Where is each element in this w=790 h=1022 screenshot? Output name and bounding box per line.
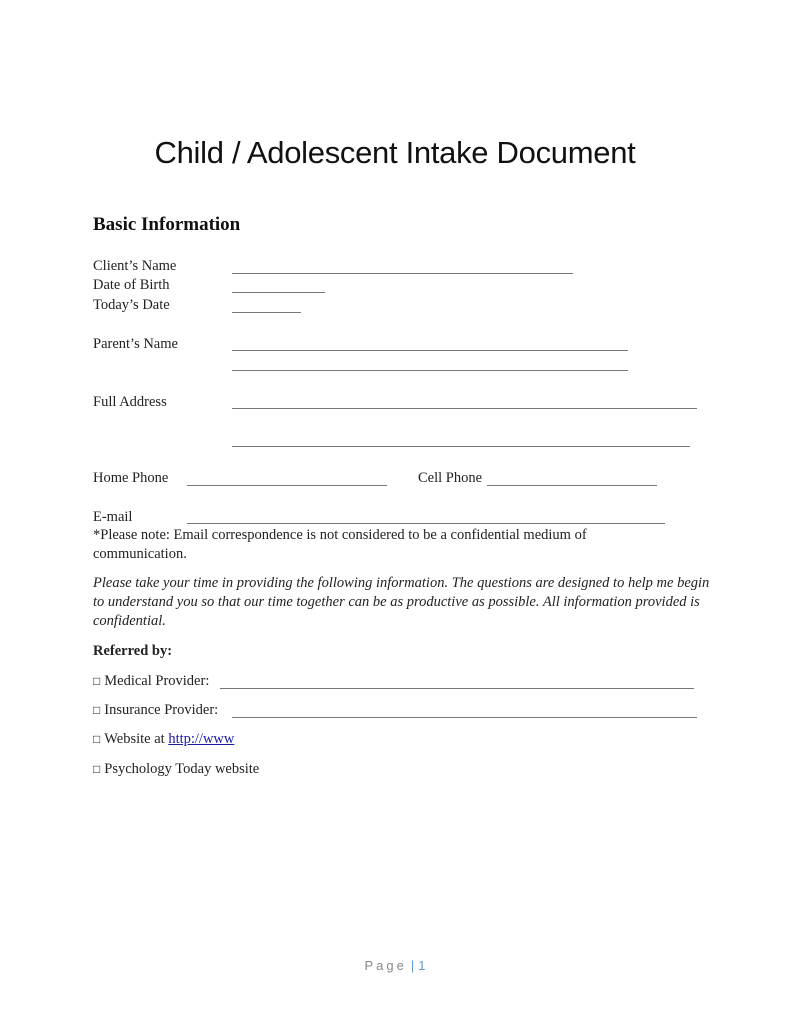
- full-address-label: Full Address: [93, 394, 167, 410]
- document-title: Child / Adolescent Intake Document: [154, 135, 636, 170]
- parents-name-field-1[interactable]: [232, 350, 628, 351]
- insurance-provider-label: Insurance Provider:: [104, 702, 219, 718]
- full-address-field-2[interactable]: [232, 446, 690, 447]
- checkbox-icon[interactable]: □: [93, 674, 101, 688]
- website-link[interactable]: http://www: [168, 731, 235, 747]
- referral-option-insurance-provider[interactable]: [93, 702, 218, 719]
- cell-phone-field[interactable]: [487, 485, 657, 486]
- section-heading-basic-information: Basic Information: [93, 214, 241, 235]
- date-of-birth-field[interactable]: [232, 292, 325, 293]
- website-label: Website at: [104, 731, 169, 747]
- page-number: 1: [418, 958, 426, 973]
- parents-name-label: Parent’s Name: [93, 336, 178, 352]
- referral-option-website[interactable]: [93, 731, 234, 748]
- cell-phone-label: Cell Phone: [418, 470, 483, 486]
- medical-provider-label: Medical Provider:: [104, 673, 210, 689]
- checkbox-icon[interactable]: □: [93, 732, 101, 746]
- checkbox-icon[interactable]: □: [93, 703, 101, 717]
- referral-option-medical-provider[interactable]: [93, 673, 209, 690]
- email-field[interactable]: [187, 523, 665, 524]
- home-phone-label: Home Phone: [93, 470, 169, 486]
- psychology-today-label: Psychology Today website: [104, 761, 260, 777]
- insurance-provider-field[interactable]: [232, 717, 697, 718]
- page-label: Page: [364, 958, 407, 973]
- referred-by-heading: Referred by:: [93, 643, 173, 659]
- home-phone-field[interactable]: [187, 485, 387, 486]
- full-address-field-1[interactable]: [232, 408, 697, 409]
- medical-provider-field[interactable]: [220, 688, 694, 689]
- client-name-field[interactable]: [232, 273, 573, 274]
- checkbox-icon[interactable]: □: [93, 762, 101, 776]
- referral-option-psychology-today[interactable]: [93, 761, 259, 778]
- page-separator: |: [410, 958, 415, 973]
- parents-name-field-2[interactable]: [232, 370, 628, 371]
- todays-date-field[interactable]: [232, 312, 301, 313]
- email-note-line2: communication.: [93, 546, 187, 562]
- client-name-label: Client’s Name: [93, 258, 177, 274]
- date-of-birth-label: Date of Birth: [93, 277, 170, 293]
- email-label: E-mail: [93, 509, 133, 525]
- page-footer: [0, 958, 790, 973]
- todays-date-label: Today’s Date: [93, 297, 170, 313]
- intro-paragraph: Please take your time in providing the following information. The questions are designed to help me begin to understand you so that our time together can be as productive as possible. All information provided is confidential.: [93, 575, 710, 629]
- email-note-line1: *Please note: Email correspondence is not considered to be a confidential medium of: [93, 527, 587, 543]
